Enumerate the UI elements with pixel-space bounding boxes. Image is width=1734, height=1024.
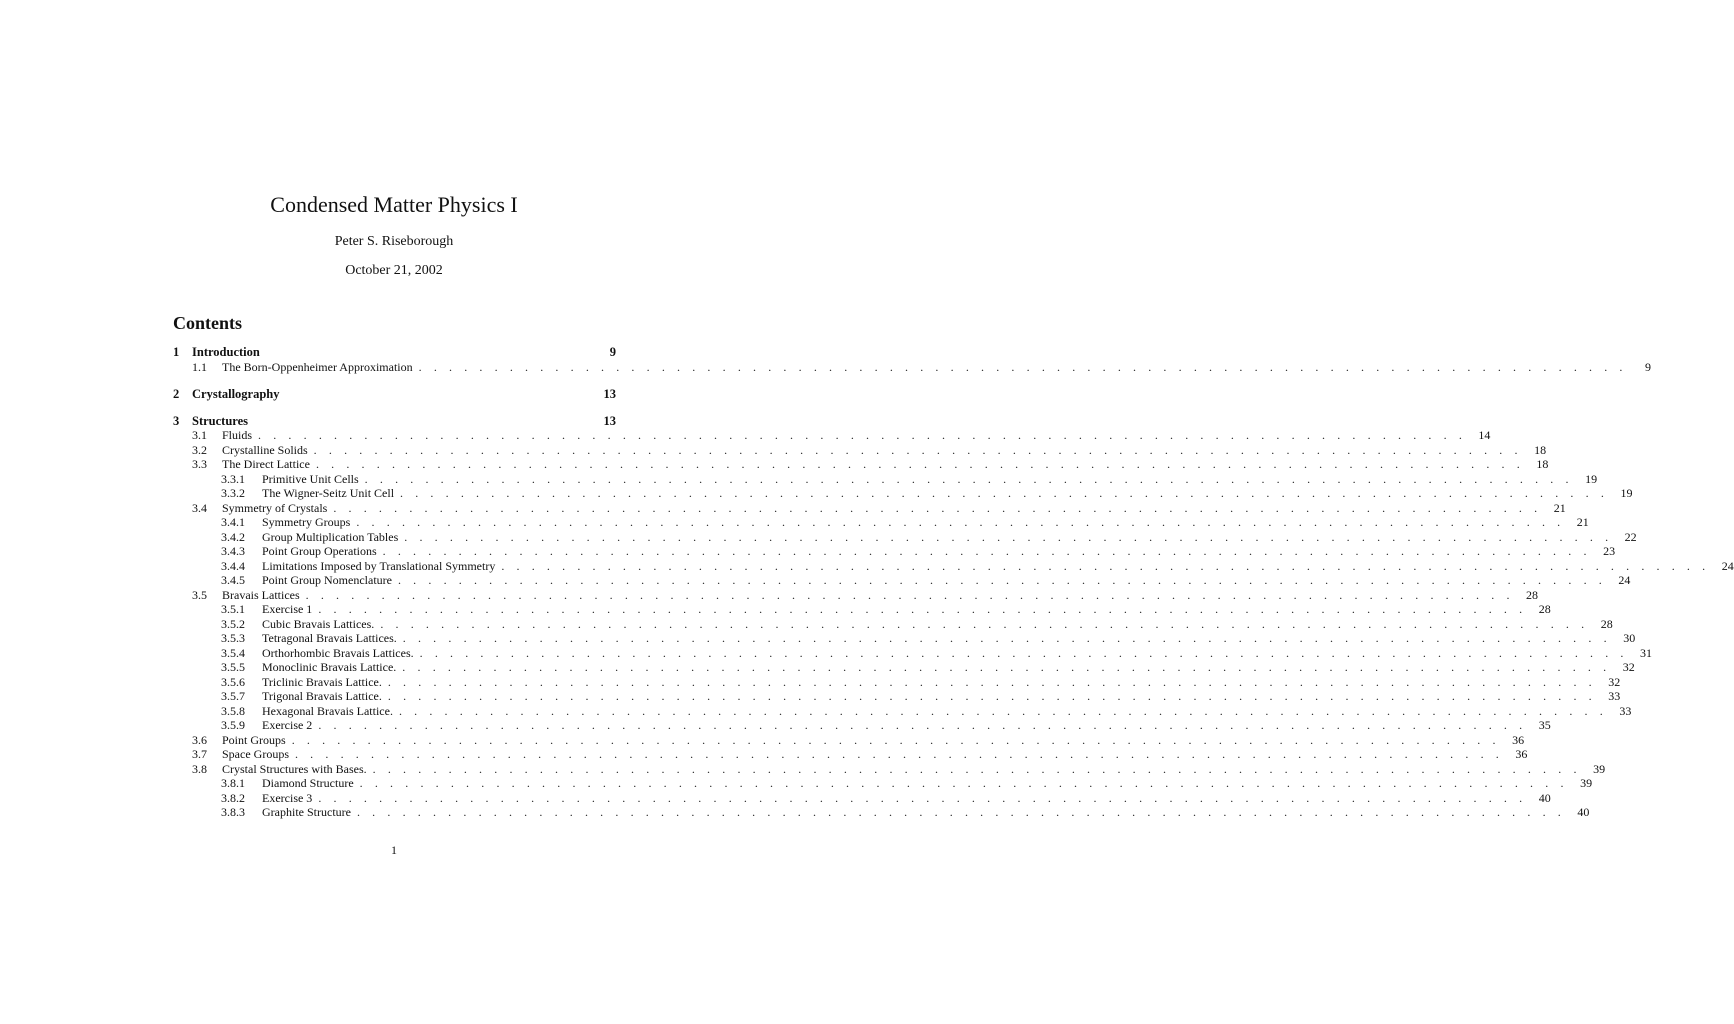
- toc-entry-page: 35: [1538, 718, 1551, 732]
- toc-entry-title: Triclinic Bravais Lattice.: [262, 674, 382, 689]
- toc-entry-title: Exercise 2: [262, 718, 313, 732]
- toc-entry-number: 3.5.3: [221, 631, 245, 645]
- toc-section-entry[interactable]: [173, 718, 1551, 733]
- toc-entry-title: Exercise 1: [262, 602, 313, 616]
- toc-entry-page: 36: [1515, 747, 1528, 761]
- toc-entry-page: 22: [1624, 529, 1637, 544]
- toc-entry-number: 3.3.1: [221, 471, 245, 486]
- toc-entry-title: Introduction: [192, 345, 260, 359]
- toc-entry-number: 3.5.4: [221, 645, 245, 660]
- toc-entry-title: Structures: [192, 413, 249, 428]
- toc-leader-dots: . . . . . . . . . . . . . . . . . . . . . . . . . . . . . . . . . . . . . . . . . . . . . . . . . . . . . . . . . . . . . . . . . . . . . . . . . . . . . . . .: [318, 718, 1527, 732]
- toc-leader-dots: . . . . . . . . . . . . . . . . . . . . . . . . . . . . . . . . . . . . . . . . . . . . . . . . . . . . . . . . . . . . . . . . . . . . . . . . . . . . . . . .: [318, 602, 1527, 616]
- toc-leader-dots: . . . . . . . . . . . . . . . . . . . . . . . . . . . . . . . . . . . . . . . . . . . . . . . . . . . . . . . . . . . . . . . . . . . . . . . . . . . . . . . .: [291, 732, 1501, 747]
- toc-leader-dots: . . . . . . . . . . . . . . . . . . . . . . . . . . . . . . . . . . . . . . . . . . . . . . . . . . . . . . . . . . . . . . . . . . . . . . . . . . . . . . . .: [398, 703, 1608, 718]
- toc-entry-page: 39: [1580, 776, 1593, 790]
- toc-entry-page: 24: [1721, 558, 1734, 573]
- toc-section-entry[interactable]: [173, 587, 1539, 603]
- document-author: Peter S. Riseborough: [334, 234, 454, 249]
- toc-entry-page: 14: [1478, 428, 1491, 442]
- toc-entry-page: 21: [1553, 500, 1566, 515]
- toc-entry-title: Hexagonal Bravais Lattice.: [262, 703, 393, 718]
- toc-leader-dots: . . . . . . . . . . . . . . . . . . . . . . . . . . . . . . . . . . . . . . . . . . . . . . . . . . . . . . . . . . . . . . . . . . . . . . . . . . . . . . . .: [400, 486, 1609, 500]
- toc-entry-number: 3.5: [192, 587, 207, 602]
- toc-entry-page: 30: [1623, 631, 1636, 645]
- toc-section-entry[interactable]: [173, 703, 1632, 719]
- toc-leader-dots: . . . . . . . . . . . . . . . . . . . . . . . . . . . . . . . . . . . . . . . . . . . . . . . . . . . . . . . . . . . . . . . . . . . . . . . . . . . . . . . .: [359, 776, 1569, 790]
- toc-entry-number: 3.5.8: [221, 703, 245, 718]
- toc-entry-number: 3.5.1: [221, 602, 245, 616]
- toc-leader-dots: . . . . . . . . . . . . . . . . . . . . . . . . . . . . . . . . . . . . . . . . . . . . . . . . . . . . . . . . . . . . . . . . . . . . . . . . . . . . . . . .: [402, 631, 1612, 645]
- toc-chapter-entry[interactable]: [173, 414, 616, 429]
- toc-entry-title: Point Group Operations: [262, 544, 377, 558]
- toc-entry-page: 9: [609, 345, 616, 359]
- toc-entry-number: 3.3: [192, 457, 207, 471]
- toc-entry-page: 28: [1526, 587, 1539, 602]
- toc-entry-title: Symmetry Groups: [262, 515, 351, 529]
- toc-entry-page: 28: [1538, 602, 1551, 616]
- toc-entry-number: 3.5.2: [221, 616, 245, 631]
- toc-entry-number: 3.8.1: [221, 776, 245, 790]
- toc-section-entry[interactable]: [173, 471, 1598, 487]
- toc-entry-page: 23: [1603, 544, 1616, 558]
- toc-entry-number: 3.4.2: [221, 529, 245, 544]
- toc-section-entry[interactable]: [173, 805, 1590, 820]
- toc-section-entry[interactable]: [173, 674, 1621, 690]
- toc-entry-title: Tetragonal Bravais Lattices.: [262, 631, 397, 645]
- toc-leader-dots: . . . . . . . . . . . . . . . . . . . . . . . . . . . . . . . . . . . . . . . . . . . . . . . . . . . . . . . . . . . . . . . . . . . . . . . . . . . . . . . .: [305, 587, 1515, 602]
- toc-entry-page: 32: [1608, 674, 1621, 689]
- document-title: Condensed Matter Physics I: [270, 192, 518, 217]
- toc-leader-dots: . . . . . . . . . . . . . . . . . . . . . . . . . . . . . . . . . . . . . . . . . . . . . . . . . . . . . . . . . . . . . . . . . . . . . . . . . . . . . . . .: [294, 747, 1504, 761]
- toc-leader-dots: . . . . . . . . . . . . . . . . . . . . . . . . . . . . . . . . . . . . . . . . . . . . . . . . . . . . . . . . . . . . . . . . . . . . . . . . . . . . . . . .: [356, 515, 1565, 529]
- toc-entry-page: 40: [1538, 790, 1551, 805]
- toc-section-entry[interactable]: [173, 790, 1551, 806]
- toc-entry-number: 3.5.7: [221, 689, 245, 703]
- toc-entry-number: 3.6: [192, 732, 207, 747]
- contents-heading: Contents: [173, 313, 243, 333]
- toc-section-entry[interactable]: [173, 616, 1613, 632]
- toc-section-entry[interactable]: [173, 544, 1616, 559]
- toc-entry-number: 1: [173, 345, 180, 359]
- toc-entry-page: 32: [1622, 660, 1635, 674]
- toc-leader-dots: . . . . . . . . . . . . . . . . . . . . . . . . . . . . . . . . . . . . . . . . . . . . . . . . . . . . . . . . . . . . . . . . . . . . . . . . . . . . . . . .: [404, 529, 1613, 544]
- toc-leader-dots: . . . . . . . . . . . . . . . . . . . . . . . . . . . . . . . . . . . . . . . . . . . . . . . . . . . . . . . . . . . . . . . . . . . . . . . . . . . . . . . .: [418, 359, 1628, 374]
- toc-entry-page: 36: [1512, 732, 1525, 747]
- toc-section-entry[interactable]: [173, 602, 1551, 617]
- toc-entry-number: 1.1: [192, 359, 207, 374]
- toc-section-entry[interactable]: [173, 776, 1593, 791]
- toc-entry-page: 40: [1577, 805, 1590, 819]
- toc-section-entry[interactable]: [173, 631, 1636, 646]
- toc-section-entry[interactable]: [173, 573, 1631, 588]
- toc-leader-dots: . . . . . . . . . . . . . . . . . . . . . . . . . . . . . . . . . . . . . . . . . . . . . . . . . . . . . . . . . . . . . . . . . . . . . . . . . . . . . . . .: [356, 805, 1566, 819]
- toc-entry-number: 3.4.4: [221, 558, 245, 573]
- toc-entry-title: Group Multiplication Tables: [262, 529, 399, 544]
- toc-entry-title: Monoclinic Bravais Lattice.: [262, 660, 397, 674]
- toc-leader-dots: . . . . . . . . . . . . . . . . . . . . . . . . . . . . . . . . . . . . . . . . . . . . . . . . . . . . . . . . . . . . . . . . . . . . . . . . . . . . . . . .: [387, 689, 1597, 703]
- toc-entry-number: 3.7: [192, 747, 207, 761]
- toc-entry-number: 3.8.3: [221, 805, 245, 819]
- toc-leader-dots: . . . . . . . . . . . . . . . . . . . . . . . . . . . . . . . . . . . . . . . . . . . . . . . . . . . . . . . . . . . . . . . . . . . . . . . . . . . . . . . .: [419, 645, 1629, 660]
- toc-entry-title: Orthorhombic Bravais Lattices.: [262, 645, 414, 660]
- toc-entry-page: 28: [1600, 616, 1613, 631]
- toc-leader-dots: . . . . . . . . . . . . . . . . . . . . . . . . . . . . . . . . . . . . . . . . . . . . . . . . . . . . . . . . . . . . . . . . . . . . . . . . . . . . . . . .: [333, 500, 1542, 515]
- toc-entry-title: Limitations Imposed by Translational Symmetry: [262, 558, 496, 573]
- toc-entry-page: 19: [1585, 471, 1598, 486]
- toc-entry-number: 3.4: [192, 500, 207, 515]
- page-number: 1: [391, 843, 397, 857]
- toc-entry-page: 18: [1536, 457, 1549, 471]
- toc-leader-dots: . . . . . . . . . . . . . . . . . . . . . . . . . . . . . . . . . . . . . . . . . . . . . . . . . . . . . . . . . . . . . . . . . . . . . . . . . . . . . . . .: [501, 558, 1710, 573]
- toc-entry-title: Trigonal Bravais Lattice.: [262, 689, 382, 703]
- toc-section-entry[interactable]: [173, 486, 1633, 501]
- toc-entry-number: 3.4.3: [221, 544, 245, 558]
- toc-leader-dots: . . . . . . . . . . . . . . . . . . . . . . . . . . . . . . . . . . . . . . . . . . . . . . . . . . . . . . . . . . . . . . . . . . . . . . . . . . . . . . . .: [313, 442, 1523, 457]
- toc-entry-page: 24: [1618, 573, 1631, 587]
- toc-leader-dots: . . . . . . . . . . . . . . . . . . . . . . . . . . . . . . . . . . . . . . . . . . . . . . . . . . . . . . . . . . . . . . . . . . . . . . . . . . . . . . . .: [387, 674, 1597, 689]
- toc-entry-page: 39: [1593, 761, 1606, 776]
- toc-leader-dots: . . . . . . . . . . . . . . . . . . . . . . . . . . . . . . . . . . . . . . . . . . . . . . . . . . . . . . . . . . . . . . . . . . . . . . . . . . . . . . . .: [318, 790, 1527, 805]
- toc-entry-number: 3.1: [192, 428, 207, 442]
- toc-entry-number: 3.2: [192, 442, 207, 457]
- toc-leader-dots: . . . . . . . . . . . . . . . . . . . . . . . . . . . . . . . . . . . . . . . . . . . . . . . . . . . . . . . . . . . . . . . . . . . . . . . . . . . . . . . .: [258, 428, 1467, 442]
- toc-section-entry[interactable]: [173, 645, 1653, 661]
- toc-entry-page: 33: [1619, 703, 1632, 718]
- toc-entry-title: The Wigner-Seitz Unit Cell: [262, 486, 395, 500]
- toc-entry-title: Fluids: [222, 428, 253, 442]
- toc-entry-title: Diamond Structure: [262, 776, 354, 790]
- toc-entry-number: 3.8.2: [221, 790, 245, 805]
- toc-section-entry[interactable]: [173, 689, 1621, 704]
- toc-entry-title: The Born-Oppenheimer Approximation: [222, 359, 413, 374]
- toc-entry-page: 13: [603, 413, 616, 428]
- toc-entry-title: Space Groups: [222, 747, 289, 761]
- toc-leader-dots: . . . . . . . . . . . . . . . . . . . . . . . . . . . . . . . . . . . . . . . . . . . . . . . . . . . . . . . . . . . . . . . . . . . . . . . . . . . . . . . .: [380, 616, 1589, 631]
- toc-entry-number: 3.8: [192, 761, 207, 776]
- document-date: October 21, 2002: [345, 263, 443, 278]
- toc-entry-title: Graphite Structure: [262, 805, 351, 819]
- toc-entry-number: 2: [173, 386, 180, 401]
- toc-entry-page: 21: [1576, 515, 1589, 529]
- toc-section-entry[interactable]: [173, 428, 1491, 443]
- toc-entry-title: Primitive Unit Cells: [262, 471, 359, 486]
- toc-entry-page: 33: [1608, 689, 1621, 703]
- toc-leader-dots: . . . . . . . . . . . . . . . . . . . . . . . . . . . . . . . . . . . . . . . . . . . . . . . . . . . . . . . . . . . . . . . . . . . . . . . . . . . . . . . .: [364, 471, 1574, 486]
- toc-entry-page: 31: [1640, 645, 1653, 660]
- toc-entry-number: 3.4.5: [221, 573, 245, 587]
- toc-section-entry[interactable]: [173, 660, 1635, 675]
- toc-section-entry[interactable]: [173, 359, 1652, 375]
- toc-entry-number: 3.5.6: [221, 674, 245, 689]
- toc-entry-title: Crystallography: [192, 386, 280, 401]
- toc-entry-title: Point Groups: [222, 732, 286, 747]
- toc-chapter-entry[interactable]: [173, 345, 616, 360]
- toc-entry-page: 9: [1645, 359, 1652, 374]
- toc-leader-dots: . . . . . . . . . . . . . . . . . . . . . . . . . . . . . . . . . . . . . . . . . . . . . . . . . . . . . . . . . . . . . . . . . . . . . . . . . . . . . . . .: [402, 660, 1611, 674]
- toc-entry-title: The Direct Lattice: [222, 457, 310, 471]
- toc-section-entry[interactable]: [173, 500, 1566, 516]
- toc-section-entry[interactable]: [173, 457, 1549, 472]
- toc-section-entry[interactable]: [173, 515, 1589, 530]
- toc-entry-title: Crystalline Solids: [222, 442, 308, 457]
- toc-section-entry[interactable]: [173, 747, 1528, 762]
- toc-entry-number: 3.5.5: [221, 660, 245, 674]
- toc-entry-page: 19: [1620, 486, 1633, 500]
- toc-entry-title: Cubic Bravais Lattices.: [262, 616, 375, 631]
- toc-entry-number: 3.3.2: [221, 486, 245, 500]
- toc-entry-number: 3.5.9: [221, 718, 245, 732]
- toc-section-entry[interactable]: [173, 761, 1606, 777]
- toc-entry-page: 13: [603, 386, 616, 401]
- toc-leader-dots: . . . . . . . . . . . . . . . . . . . . . . . . . . . . . . . . . . . . . . . . . . . . . . . . . . . . . . . . . . . . . . . . . . . . . . . . . . . . . . . .: [397, 573, 1607, 587]
- toc-entry-title: Symmetry of Crystals: [222, 500, 328, 515]
- toc-leader-dots: . . . . . . . . . . . . . . . . . . . . . . . . . . . . . . . . . . . . . . . . . . . . . . . . . . . . . . . . . . . . . . . . . . . . . . . . . . . . . . . .: [315, 457, 1525, 471]
- toc-section-entry[interactable]: [173, 732, 1525, 748]
- toc-section-entry[interactable]: [173, 529, 1637, 545]
- toc-entry-title: Point Group Nomenclature: [262, 573, 392, 587]
- toc-entry-number: 3.4.1: [221, 515, 245, 529]
- toc-section-entry[interactable]: [173, 442, 1547, 458]
- toc-leader-dots: . . . . . . . . . . . . . . . . . . . . . . . . . . . . . . . . . . . . . . . . . . . . . . . . . . . . . . . . . . . . . . . . . . . . . . . . . . . . . . . .: [382, 544, 1592, 558]
- toc-chapter-entry[interactable]: [173, 387, 616, 402]
- toc-entry-page: 18: [1534, 442, 1547, 457]
- toc-entry-number: 3: [173, 413, 180, 428]
- table-of-contents: [173, 345, 1734, 820]
- toc-leader-dots: . . . . . . . . . . . . . . . . . . . . . . . . . . . . . . . . . . . . . . . . . . . . . . . . . . . . . . . . . . . . . . . . . . . . . . . . . . . . . . . .: [372, 761, 1582, 776]
- toc-entry-title: Crystal Structures with Bases.: [222, 761, 367, 776]
- toc-entry-title: Bravais Lattices: [222, 587, 300, 602]
- toc-entry-title: Exercise 3: [262, 790, 313, 805]
- toc-section-entry[interactable]: [173, 558, 1734, 574]
